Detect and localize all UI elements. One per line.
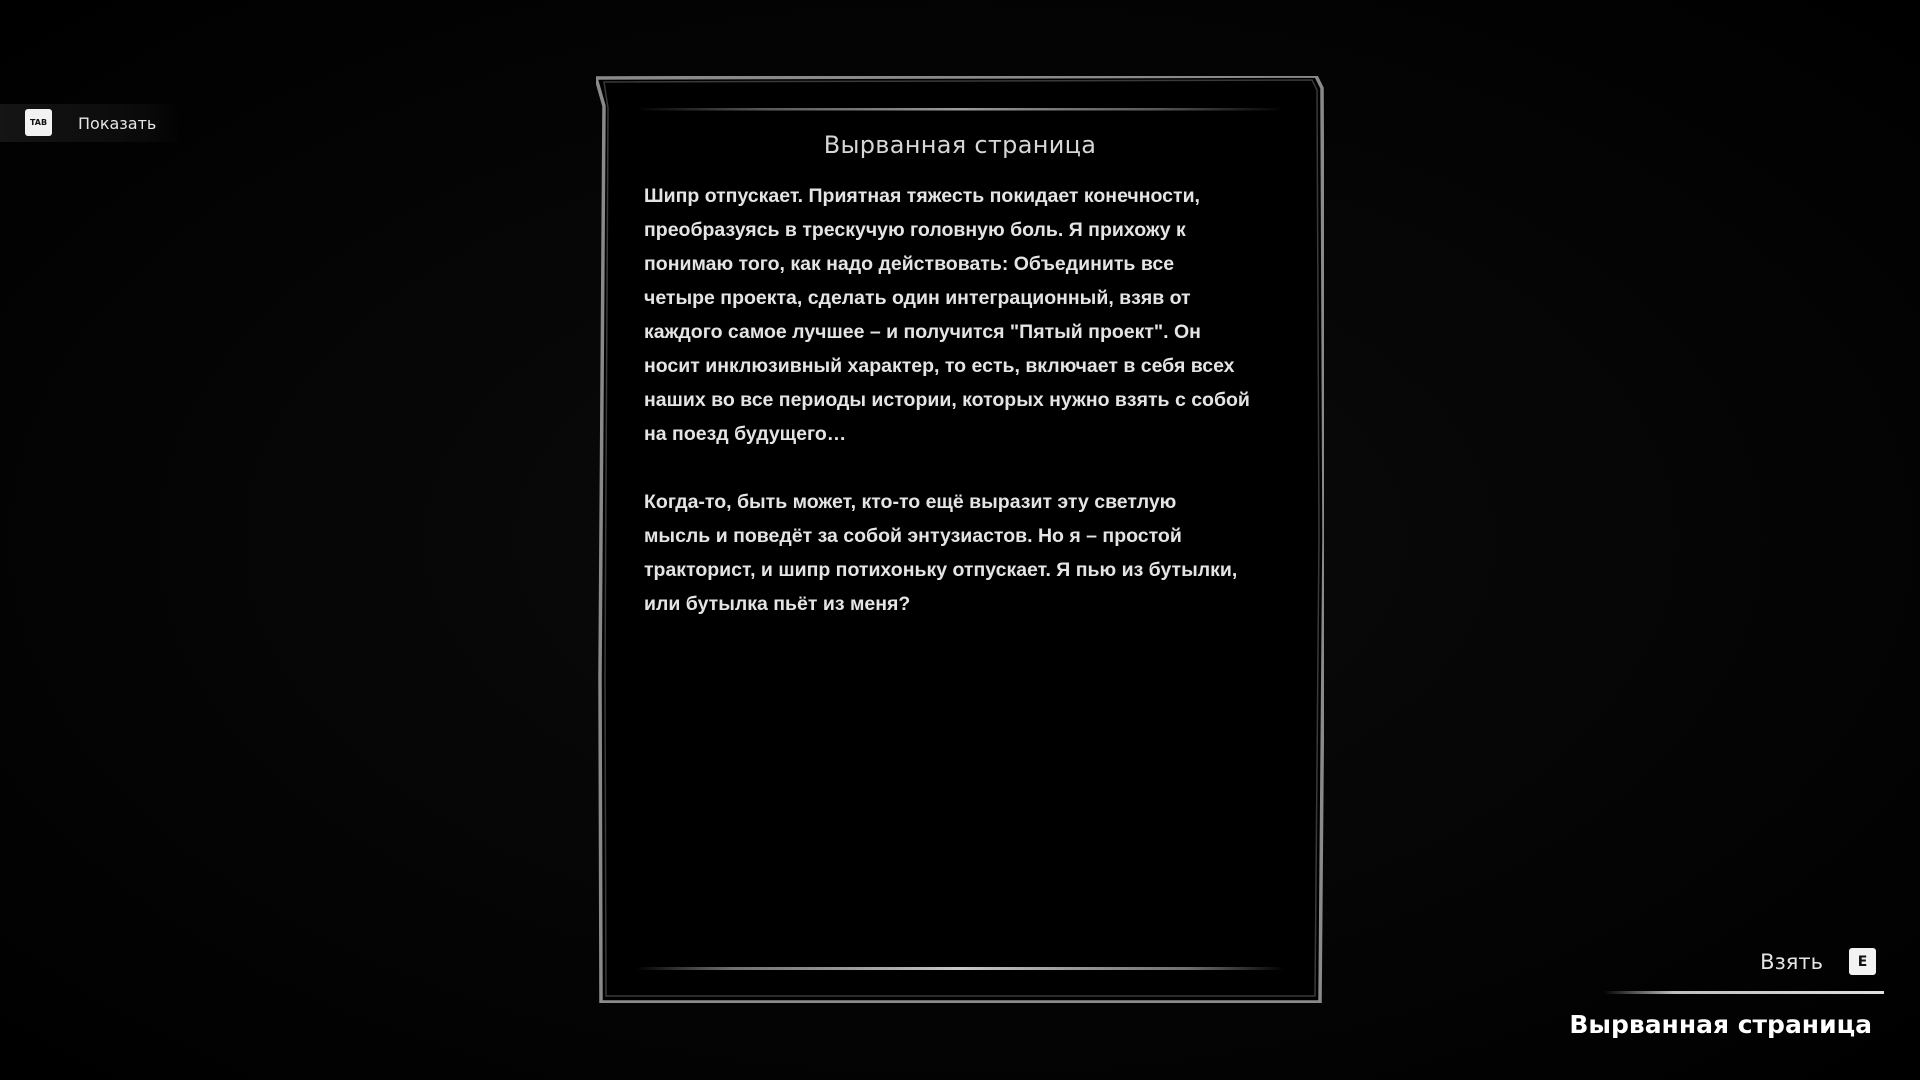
take-button[interactable] [1760, 948, 1876, 975]
show-hint[interactable] [0, 104, 180, 142]
bottom-rule [636, 967, 1284, 970]
item-name: Вырванная страница [1569, 1010, 1872, 1039]
note-page [596, 76, 1324, 1003]
top-rule [636, 108, 1284, 111]
paragraph: Шипр отпускает. Приятная тяжесть покидает конечности, преобразуясь в трескучую головную боль. Я прихожу к понимаю того, как надо действовать: Объединить все четыре проекта, сделать один интеграционный, взяв от каждого самое лучшее – и получится "Пятый проект". Он носит инклюзивный характер, то есть, включает в себя всех наших во все периоды истории, которых нужно взять с собой на поезд будущего… [644, 185, 1250, 445]
page-title: Вырванная страница [823, 131, 1097, 159]
page-text [644, 179, 1274, 655]
item-divider [1604, 991, 1884, 994]
take-label: Взять [1760, 949, 1823, 974]
paragraph: Когда-то, быть может, кто-то ещё выразит эту светлую мысль и поведёт за собой энтузиастов. Но я – простой тракторист, и шипр потихоньку отпускает. Я пью из бутылки, или бутылка пьёт из меня? [644, 491, 1238, 615]
tab-key-icon: TAB [25, 109, 52, 136]
e-key-icon: E [1849, 948, 1876, 975]
show-hint-label: Показать [78, 114, 157, 133]
